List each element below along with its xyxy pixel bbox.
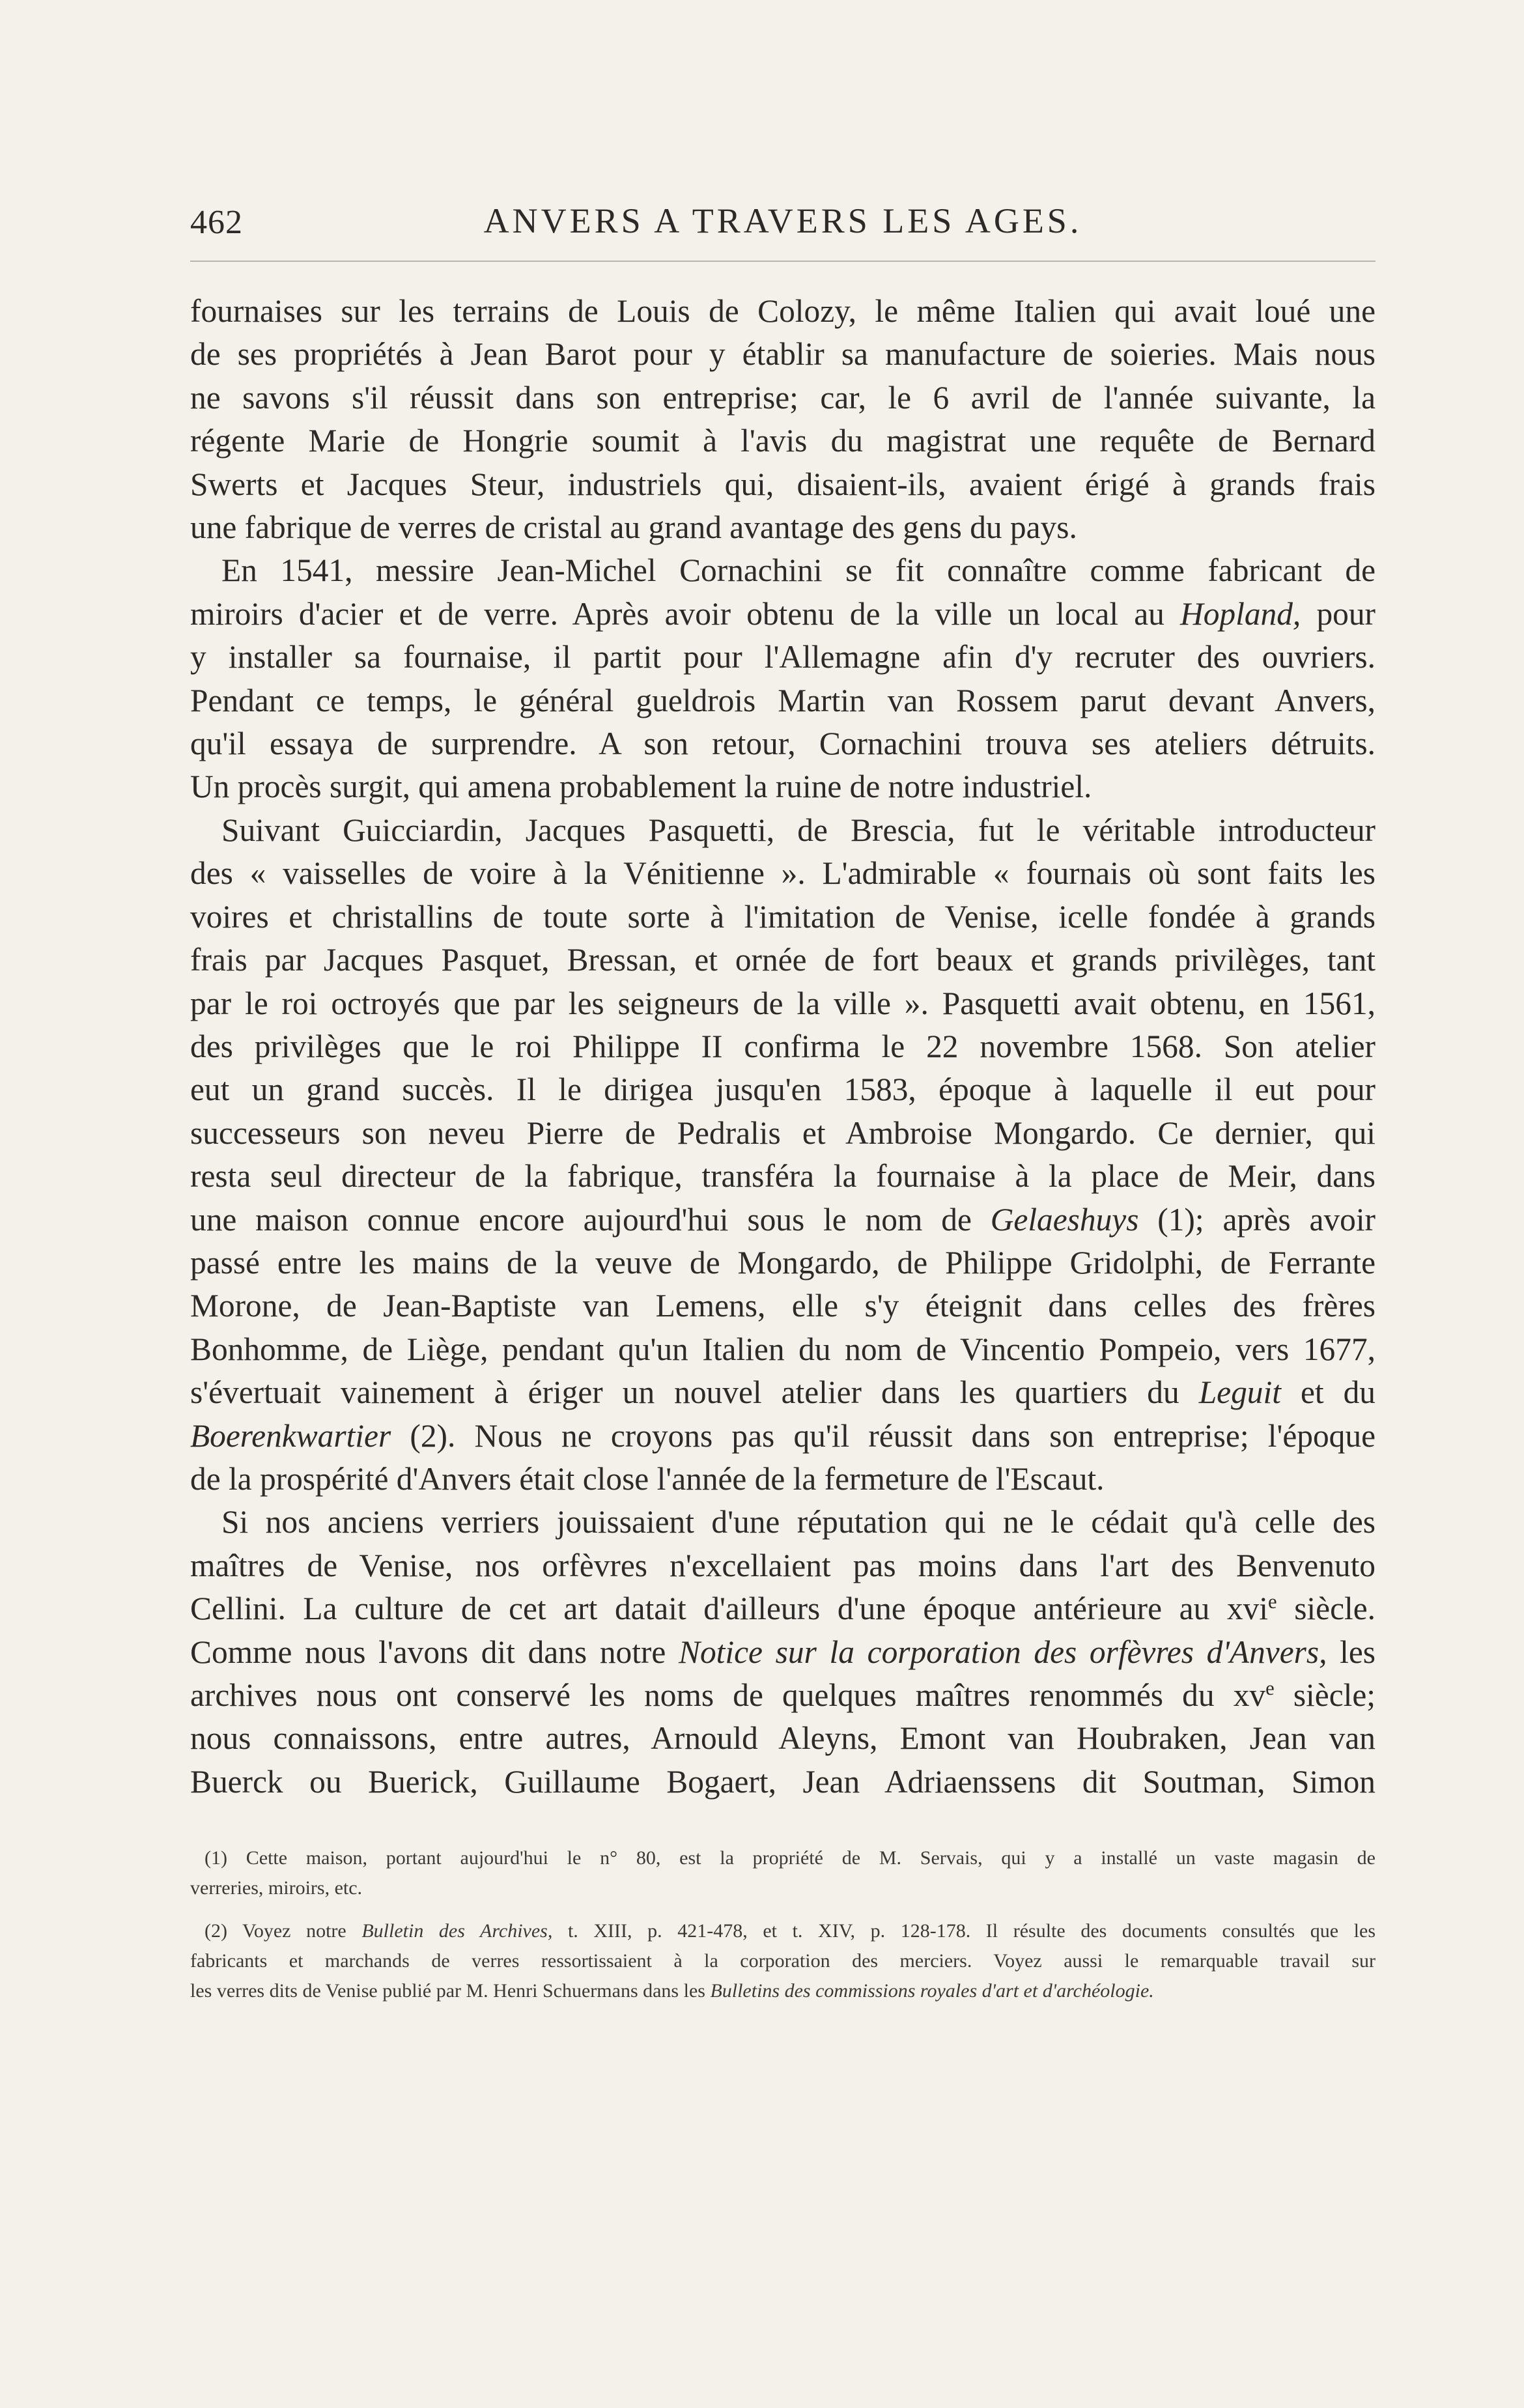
text-line	[190, 1415, 1376, 1458]
text-run: les verres dits de Venise publié par M. Henri Schuermans dans les	[190, 1980, 711, 2002]
text-line: resta seul directeur de la fabrique, transféra la fournaise à la place de Meir, dans	[190, 1158, 1376, 1195]
text-line: Si nos anciens verriers jouissaient d'une réputation qui ne le cédait qu'à celle des	[221, 1504, 1376, 1540]
text-line	[190, 1198, 1376, 1241]
text-line: successeurs son neveu Pierre de Pedralis et Ambroise Mongardo. Ce dernier, qui	[190, 1114, 1376, 1151]
italic-place-name: Hopland,	[1180, 595, 1301, 632]
italic-place-name: Leguit	[1198, 1374, 1281, 1411]
text-line	[190, 593, 1376, 636]
text-run: Comme nous l'avons dit dans notre	[190, 1634, 679, 1670]
footnote-gap	[190, 1903, 1376, 1916]
superscript: e	[1268, 1591, 1277, 1613]
text-run: t. XIII, p. 421-478, et t. XIV, p. 128-178. Il résulte des documents consultés que les	[552, 1920, 1376, 1942]
italic-title: Bulletins des commissions royales d'art et d'archéologie.	[710, 1980, 1154, 2002]
running-head: ANVERS A TRAVERS LES AGES.	[483, 201, 1082, 240]
text-line: qu'il essaya de surprendre. A son retour, Cornachini trouva ses ateliers détruits.	[190, 726, 1376, 762]
text-line: nous connaissons, entre autres, Arnould Aleyns, Emont van Houbraken, Jean van	[190, 1720, 1376, 1757]
text-run: une maison connue encore aujourd'hui sous le nom de	[190, 1201, 991, 1238]
text-line: régente Marie de Hongrie soumit à l'avis du magistrat une requête de Bernard	[190, 423, 1376, 459]
text-line: de ses propriétés à Jean Barot pour y établir sa manufacture de soieries. Mais nous	[190, 336, 1376, 373]
text-line: fournaises sur les terrains de Louis de Colozy, le même Italien qui avait loué une	[190, 293, 1376, 329]
text-run: miroirs d'acier et de verre. Après avoir obtenu de la ville un local au	[190, 595, 1181, 632]
text-run: siècle.	[1277, 1591, 1376, 1627]
text-run: les	[1327, 1634, 1376, 1670]
text-line: Swerts et Jacques Steur, industriels qui, disaient-ils, avaient érigé à grands frais	[190, 466, 1376, 502]
text-line: une fabrique de verres de cristal au grand avantage des gens du pays.	[190, 509, 1077, 546]
superscript: e	[1265, 1677, 1275, 1700]
text-line: Morone, de Jean-Baptiste van Lemens, elle s'y éteignit dans celles des frères	[190, 1288, 1376, 1324]
text-line: passé entre les mains de la veuve de Mongardo, de Philippe Gridolphi, de Ferrante	[190, 1244, 1376, 1281]
text-run: archives nous ont conservé les noms de quelques maîtres renommés du xv	[190, 1677, 1266, 1713]
text-line: de la prospérité d'Anvers était close l'année de la fermeture de l'Escaut.	[190, 1460, 1105, 1497]
text-line	[190, 1587, 1376, 1630]
text-run: s'évertuait vainement à ériger un nouvel atelier dans les quartiers du	[190, 1374, 1199, 1411]
text-run: (2) Voyez notre	[205, 1920, 362, 1942]
text-line	[190, 1371, 1376, 1414]
italic-place-name: Boerenkwartier	[190, 1417, 391, 1454]
italic-place-name: Gelaeshuys	[990, 1201, 1139, 1238]
text-run: Cellini. La culture de cet art datait d'ailleurs d'une époque antérieure au xvi	[190, 1591, 1268, 1627]
text-line: y installer sa fournaise, il partit pour l'Allemagne afin d'y recruter des ouvriers.	[190, 639, 1376, 675]
text-line: Pendant ce temps, le général gueldrois Martin van Rossem parut devant Anvers,	[190, 682, 1376, 718]
text-line: frais par Jacques Pasquet, Bressan, et ornée de fort beaux et grands privilèges, tant	[190, 942, 1376, 978]
text-line: Suivant Guicciardin, Jacques Pasquetti, de Brescia, fut le véritable introducteur	[221, 812, 1376, 848]
text-line: maîtres de Venise, nos orfèvres n'excellaient pas moins dans l'art des Benvenuto	[190, 1547, 1376, 1583]
text-line: des « vaisselles de voire à la Vénitienne ». L'admirable « fournais où sont faits les	[190, 855, 1376, 892]
text-line: des privilèges que le roi Philippe II confirma le 22 novembre 1568. Son atelier	[190, 1028, 1376, 1064]
footnote-2-line	[190, 1916, 1376, 1946]
text-line	[190, 1631, 1376, 1674]
italic-title: Notice sur la corporation des orfèvres d'Anvers,	[679, 1634, 1327, 1670]
text-run: et du	[1280, 1374, 1376, 1411]
text-line: Bonhomme, de Liège, pendant qu'un Italien du nom de Vincentio Pompeio, vers 1677,	[190, 1331, 1376, 1367]
text-line: ne savons s'il réussit dans son entreprise; car, le 6 avril de l'année suivante, la	[190, 379, 1376, 416]
header-rule	[190, 261, 1376, 262]
footnote-2-line	[190, 1976, 1376, 2006]
text-run: pour	[1301, 595, 1376, 632]
body-text	[190, 290, 1376, 1804]
text-line: eut un grand succès. Il le dirigea jusqu'en 1583, époque à laquelle il eut pour	[190, 1071, 1376, 1108]
text-line: voires et christallins de toute sorte à l'imitation de Venise, icelle fondée à grands	[190, 898, 1376, 935]
footnote-1-line: verreries, miroirs, etc.	[190, 1877, 363, 1899]
text-line: En 1541, messire Jean-Michel Cornachini se fit connaître comme fabricant de	[221, 552, 1376, 589]
text-run: siècle;	[1274, 1677, 1376, 1713]
text-line: Un procès surgit, qui amena probablement la ruine de notre industriel.	[190, 769, 1092, 805]
text-line	[190, 1674, 1376, 1717]
footnote-1-line: (1) Cette maison, portant aujourd'hui le n° 80, est la propriété de M. Servais, qui y a installé un vaste magasin de	[205, 1847, 1376, 1869]
italic-title: Bulletin des Archives,	[361, 1920, 553, 1942]
footnotes	[190, 1843, 1376, 2006]
text-run: (2). Nous ne croyons pas qu'il réussit dans son entreprise; l'époque	[391, 1417, 1376, 1454]
text-run: (1); après avoir	[1138, 1201, 1376, 1238]
text-line: par le roi octroyés que par les seigneurs de la ville ». Pasquetti avait obtenu, en 1561,	[190, 985, 1376, 1021]
footnote-2-line: fabricants et marchands de verres ressortissaient à la corporation des merciers. Voyez aussi le remarquable travail sur	[190, 1950, 1376, 1972]
page-number: 462	[190, 204, 243, 241]
text-line: Buerck ou Buerick, Guillaume Bogaert, Jean Adriaenssens dit Soutman, Simon	[190, 1763, 1376, 1800]
